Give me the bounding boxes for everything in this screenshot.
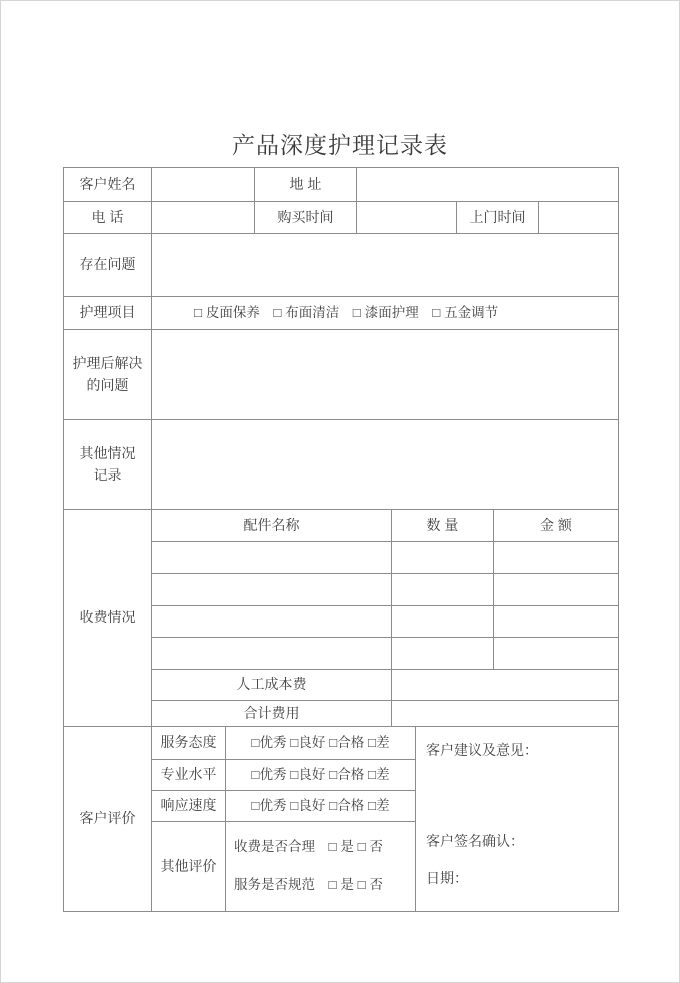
form-table <box>63 167 619 912</box>
phone-input-cell[interactable] <box>152 202 255 233</box>
charge-name-cell[interactable] <box>152 638 392 669</box>
eval-row <box>152 791 416 822</box>
suggestion-label: 客户建议及意见： <box>426 742 538 758</box>
charge-row <box>152 574 618 606</box>
address-label: 地 址 <box>255 168 357 201</box>
other-records-input-cell[interactable] <box>152 420 618 509</box>
solved-problems-label: 护理后解决 的问题 <box>64 330 152 419</box>
eval-other-row <box>152 822 416 911</box>
charge-name-cell[interactable] <box>152 542 392 573</box>
charge-amount-cell[interactable] <box>494 542 618 573</box>
row-other-records <box>64 420 618 510</box>
solved-problems-input-cell[interactable] <box>152 330 618 419</box>
eval-response-speed-options[interactable]: □优秀 □良好 □合格 □差 <box>226 791 416 821</box>
total-cost-row <box>152 701 618 726</box>
phone-label: 电 话 <box>64 202 152 233</box>
charges-header-amount: 金 额 <box>540 516 572 533</box>
service-standard-options[interactable]: 服务是否规范 □ 是 □ 否 <box>234 877 384 893</box>
other-records-label: 其他情况 记录 <box>64 420 152 509</box>
eval-other-label: 其他评价 <box>152 822 226 911</box>
problems-label: 存在问题 <box>64 234 152 296</box>
section-charges <box>64 510 618 727</box>
row-care-items <box>64 297 618 330</box>
care-items-options[interactable]: □ 皮面保养 □ 布面清洁 □ 漆面护理 □ 五金调节 <box>194 304 499 320</box>
charge-row <box>152 606 618 638</box>
row-customer-info <box>64 168 618 202</box>
visit-time-input-cell[interactable] <box>539 202 618 233</box>
charge-row <box>152 638 618 670</box>
charge-amount-cell[interactable] <box>494 574 618 605</box>
signature-label: 客户签名确认： <box>426 833 524 849</box>
charges-subtable <box>152 510 618 726</box>
charge-qty-cell[interactable] <box>392 638 494 669</box>
evaluation-section-label: 客户评价 <box>64 727 152 911</box>
customer-name-label: 客户姓名 <box>64 168 152 201</box>
care-items-label: 护理项目 <box>64 297 152 329</box>
labor-cost-row <box>152 670 618 701</box>
visit-time-label: 上门时间 <box>457 202 539 233</box>
eval-service-attitude-label: 服务态度 <box>152 727 226 759</box>
charge-qty-cell[interactable] <box>392 574 494 605</box>
charge-name-cell[interactable] <box>152 606 392 637</box>
eval-row <box>152 760 416 791</box>
eval-professional-level-options[interactable]: □优秀 □良好 □合格 □差 <box>226 760 416 790</box>
problems-input-cell[interactable] <box>152 234 618 296</box>
fee-reasonable-options[interactable]: 收费是否合理 □ 是 □ 否 <box>234 839 384 854</box>
charge-name-cell[interactable] <box>152 574 392 605</box>
row-solved-problems <box>64 330 618 420</box>
eval-row <box>152 727 416 760</box>
row-problems <box>64 234 618 297</box>
labor-cost-label: 人工成本费 <box>152 670 392 700</box>
charge-qty-cell[interactable] <box>392 606 494 637</box>
form-title: 产品深度护理记录表 <box>232 132 448 158</box>
eval-service-attitude-options[interactable]: □优秀 □良好 □合格 □差 <box>226 727 416 759</box>
section-evaluation <box>64 727 618 911</box>
customer-name-input-cell[interactable] <box>152 168 255 201</box>
charge-amount-cell[interactable] <box>494 606 618 637</box>
eval-professional-level-label: 专业水平 <box>152 760 226 790</box>
row-phone-times <box>64 202 618 234</box>
purchase-time-label: 购买时间 <box>255 202 357 233</box>
charges-header-name: 配件名称 <box>152 510 392 541</box>
charge-qty-cell[interactable] <box>392 542 494 573</box>
charge-amount-cell[interactable] <box>494 638 618 669</box>
total-cost-input-cell[interactable] <box>392 701 618 726</box>
labor-cost-input-cell[interactable] <box>392 670 618 700</box>
date-label: 日期： <box>426 870 468 886</box>
evaluation-subtable <box>152 727 416 911</box>
charges-section-label: 收费情况 <box>64 510 152 726</box>
charges-header-row <box>152 510 618 542</box>
address-input-cell[interactable] <box>357 168 618 201</box>
eval-response-speed-label: 响应速度 <box>152 791 226 821</box>
charges-header-qty: 数 量 <box>392 510 494 541</box>
charge-row <box>152 542 618 574</box>
purchase-time-input-cell[interactable] <box>357 202 457 233</box>
signature-area[interactable] <box>416 727 618 911</box>
total-cost-label: 合计费用 <box>152 701 392 726</box>
eval-other-options[interactable] <box>226 822 416 911</box>
